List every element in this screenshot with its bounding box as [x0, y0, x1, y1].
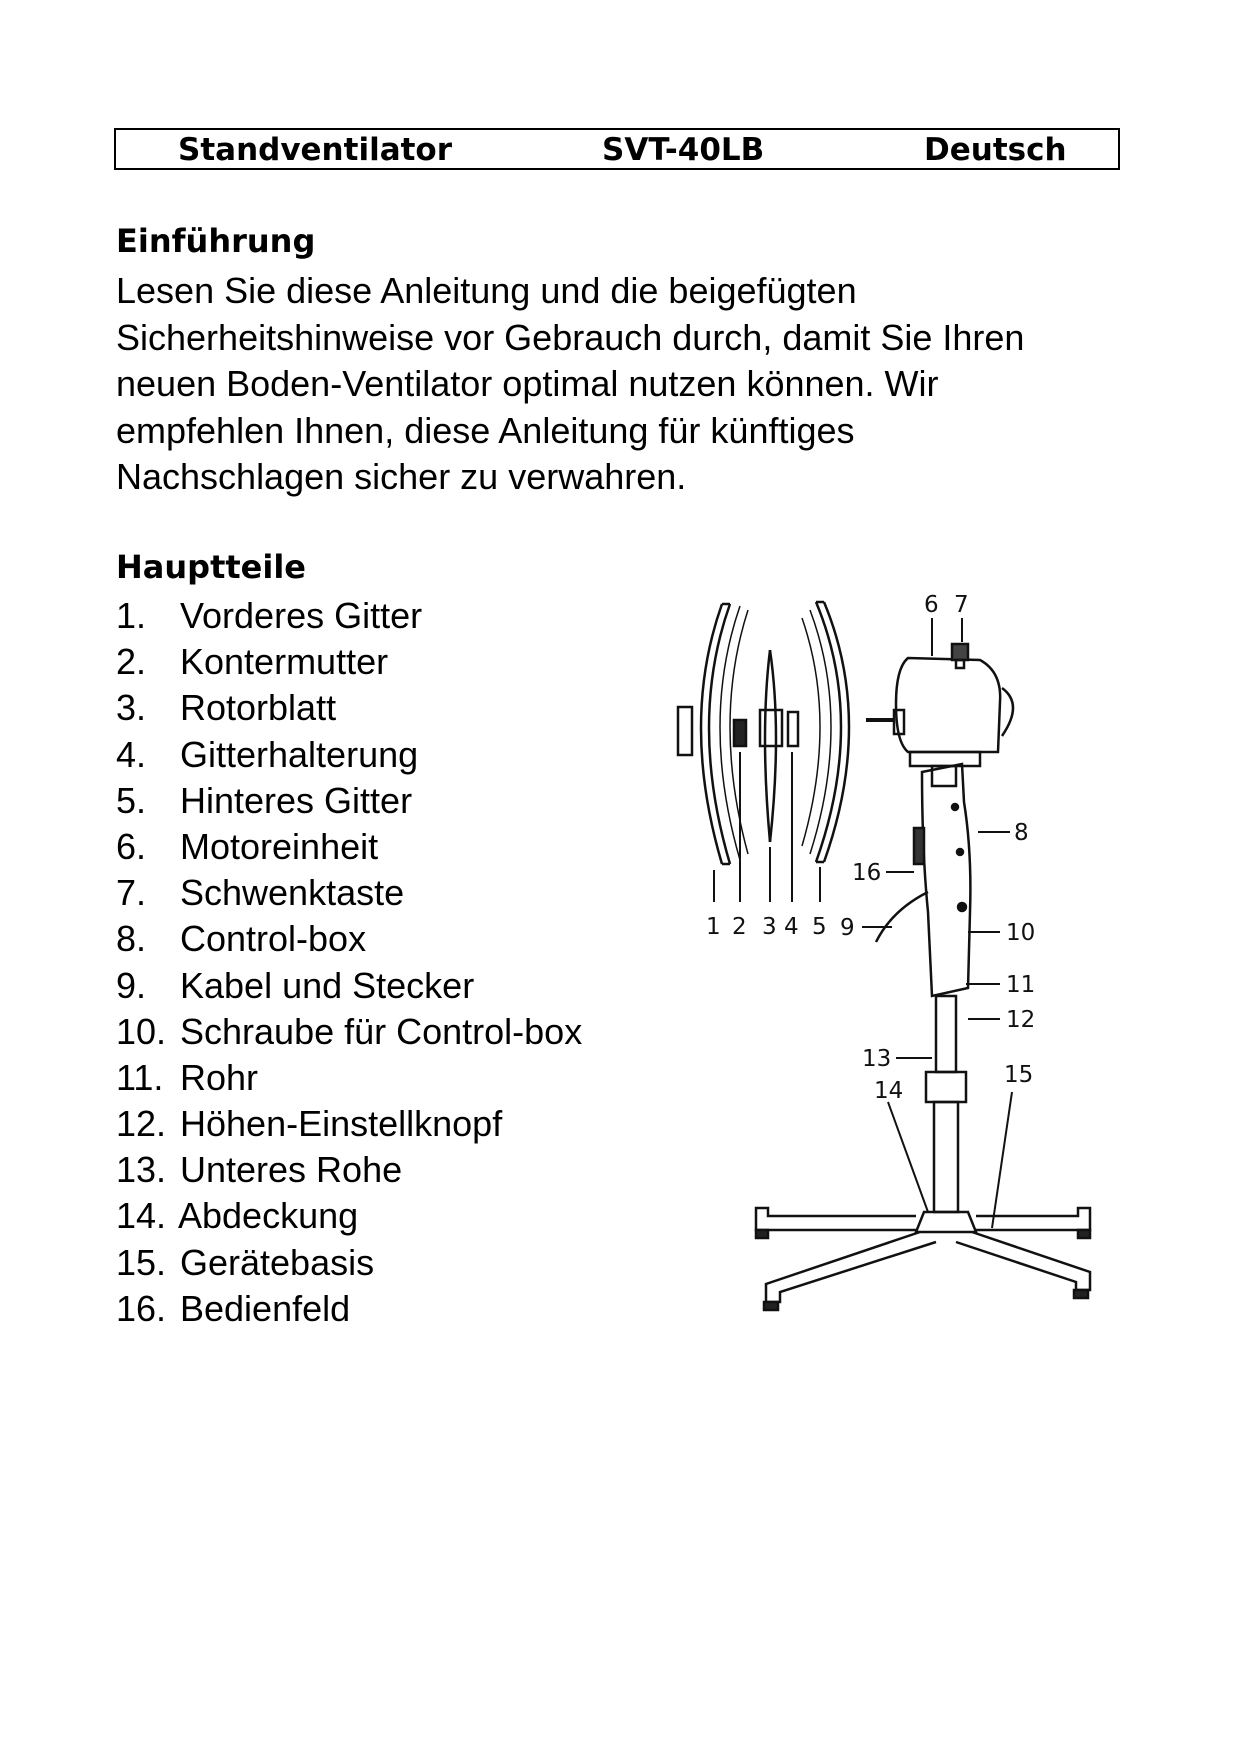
part-label: Abdeckung: [178, 1195, 359, 1237]
control-box-drawing: [914, 764, 970, 996]
model-number: SVT-40LB: [602, 132, 765, 168]
callout-14: 14: [874, 1078, 904, 1104]
lock-nut-drawing: [734, 720, 746, 746]
part-number: 10.: [116, 1010, 167, 1052]
blade-drawing: [760, 650, 782, 842]
part-number: 7.: [116, 872, 147, 914]
rear-grille-drawing: [802, 602, 849, 862]
part-label: Hinteres Gitter: [180, 779, 413, 821]
screw-drawing: [958, 903, 966, 911]
intro-line: Nachschlagen sicher zu verwahren.: [116, 456, 687, 497]
callout-4: 4: [784, 914, 799, 940]
part-label: Kontermutter: [180, 641, 389, 683]
part-label: Rotorblatt: [180, 687, 337, 729]
part-number: 13.: [116, 1149, 167, 1191]
document-header: [114, 128, 1120, 170]
intro-paragraph: [116, 268, 1116, 501]
upper-tube-drawing: [936, 996, 956, 1072]
callout-8: 8: [1014, 820, 1029, 846]
part-label: Schwenktaste: [180, 872, 405, 914]
product-title: Standventilator: [178, 132, 453, 168]
callout-labels: [706, 592, 1035, 1104]
part-number: 12.: [116, 1103, 167, 1145]
part-label: Unteres Rohe: [180, 1149, 403, 1191]
grille-holder-drawing: [788, 712, 798, 746]
callout-13: 13: [862, 1046, 892, 1072]
part-number: 15.: [116, 1241, 167, 1283]
callout-5: 5: [812, 914, 827, 940]
callout-16: 16: [852, 860, 882, 886]
part-number: 2.: [116, 641, 147, 683]
callout-leaders: [714, 618, 1012, 1228]
part-number: 16.: [116, 1287, 167, 1329]
part-number: 4.: [116, 733, 147, 775]
part-number: 9.: [116, 964, 147, 1006]
part-label: Höhen-Einstellknopf: [180, 1103, 503, 1145]
motor-unit-drawing: [866, 658, 1013, 766]
part-number: 6.: [116, 825, 147, 867]
part-label: Gitterhalterung: [180, 733, 419, 775]
language-label: Deutsch: [924, 132, 1067, 168]
intro-heading: Einführung: [116, 222, 316, 260]
base-drawing: [756, 1208, 1090, 1310]
part-label: Control-box: [180, 918, 367, 960]
part-number: 5.: [116, 779, 147, 821]
callout-15: 15: [1004, 1062, 1034, 1088]
callout-6: 6: [924, 592, 939, 618]
callout-1: 1: [706, 914, 721, 940]
cover-drawing: [916, 1212, 976, 1232]
lower-tube-drawing: [934, 1102, 958, 1212]
intro-line: neuen Boden-Ventilator optimal nutzen können. Wir: [116, 363, 939, 404]
callout-9: 9: [840, 915, 855, 941]
part-label: Motoreinheit: [180, 825, 379, 867]
part-number: 8.: [116, 918, 147, 960]
height-knob-drawing: [926, 1072, 966, 1102]
cable-drawing: [876, 892, 928, 942]
oscillation-knob-drawing: [952, 644, 968, 668]
intro-line: Sicherheitshinweise vor Gebrauch durch, damit Sie Ihren: [116, 316, 1025, 358]
callout-3: 3: [762, 914, 777, 940]
part-label: Bedienfeld: [180, 1287, 351, 1329]
callout-2: 2: [732, 914, 747, 940]
part-number: 14.: [116, 1195, 167, 1237]
callout-7: 7: [954, 592, 969, 618]
part-label: Schraube für Control-box: [180, 1010, 583, 1052]
part-number: 1.: [116, 595, 147, 636]
parts-heading: Hauptteile: [116, 548, 306, 586]
callout-11: 11: [1006, 972, 1036, 998]
part-number: 3.: [116, 687, 147, 729]
callout-10: 10: [1006, 920, 1036, 946]
part-label: Gerätebasis: [180, 1241, 375, 1283]
intro-line: empfehlen Ihnen, diese Anleitung für künftiges: [116, 409, 855, 451]
intro-line: Lesen Sie diese Anleitung und die beigefügten: [116, 270, 857, 311]
part-label: Rohr: [180, 1056, 259, 1098]
part-label: Kabel und Stecker: [180, 964, 475, 1006]
fan-parts-diagram: [670, 592, 1120, 1332]
part-label: Vorderes Gitter: [180, 595, 423, 636]
part-number: 11.: [116, 1056, 164, 1098]
callout-12: 12: [1006, 1007, 1036, 1033]
